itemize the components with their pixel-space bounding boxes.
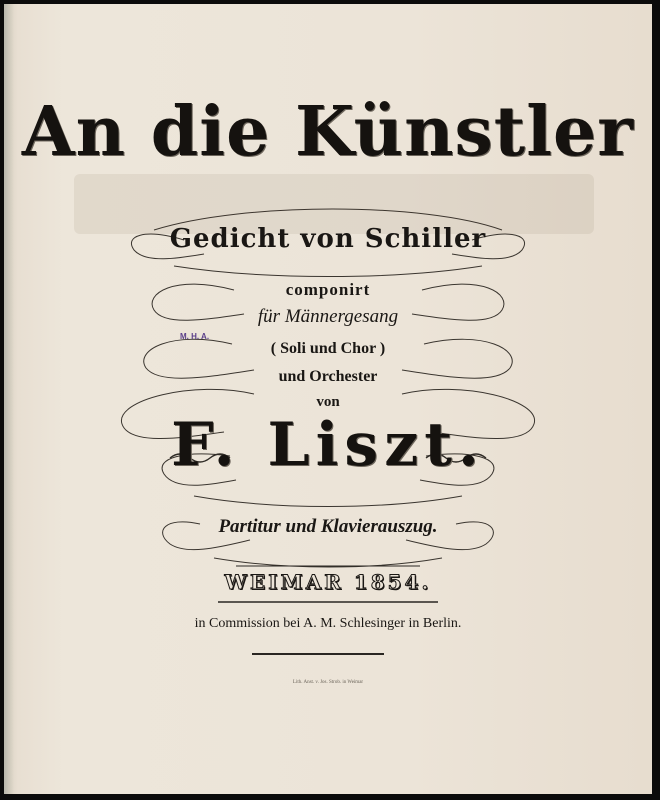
edition-label: Partitur und Klavierauszug. (218, 516, 438, 537)
flourish-composer-under (194, 496, 462, 507)
library-stamp: M. H. A. (180, 332, 210, 341)
voicing-label: für Männergesang (257, 306, 399, 327)
composer-name: F. Liszt. (171, 410, 485, 480)
by-label: von (316, 394, 340, 410)
composed-label: componirt (285, 280, 371, 299)
title-page (4, 4, 652, 794)
soli-chor-label: ( Soli und Chor ) (270, 340, 386, 357)
orchestra-label: und Orchester (278, 368, 378, 385)
printer-note: Lith. Anst. v. Jos. Strob. in Weimar (292, 680, 364, 685)
work-title: An die Künstler (21, 92, 635, 172)
place-date: WEIMAR 1854. (224, 570, 432, 594)
publisher-line: in Commission bei A. M. Schlesinger in Berlin. (194, 616, 462, 631)
flourish-subtitle-bottom (174, 266, 482, 277)
work-subtitle: Gedicht von Schiller (169, 224, 487, 254)
